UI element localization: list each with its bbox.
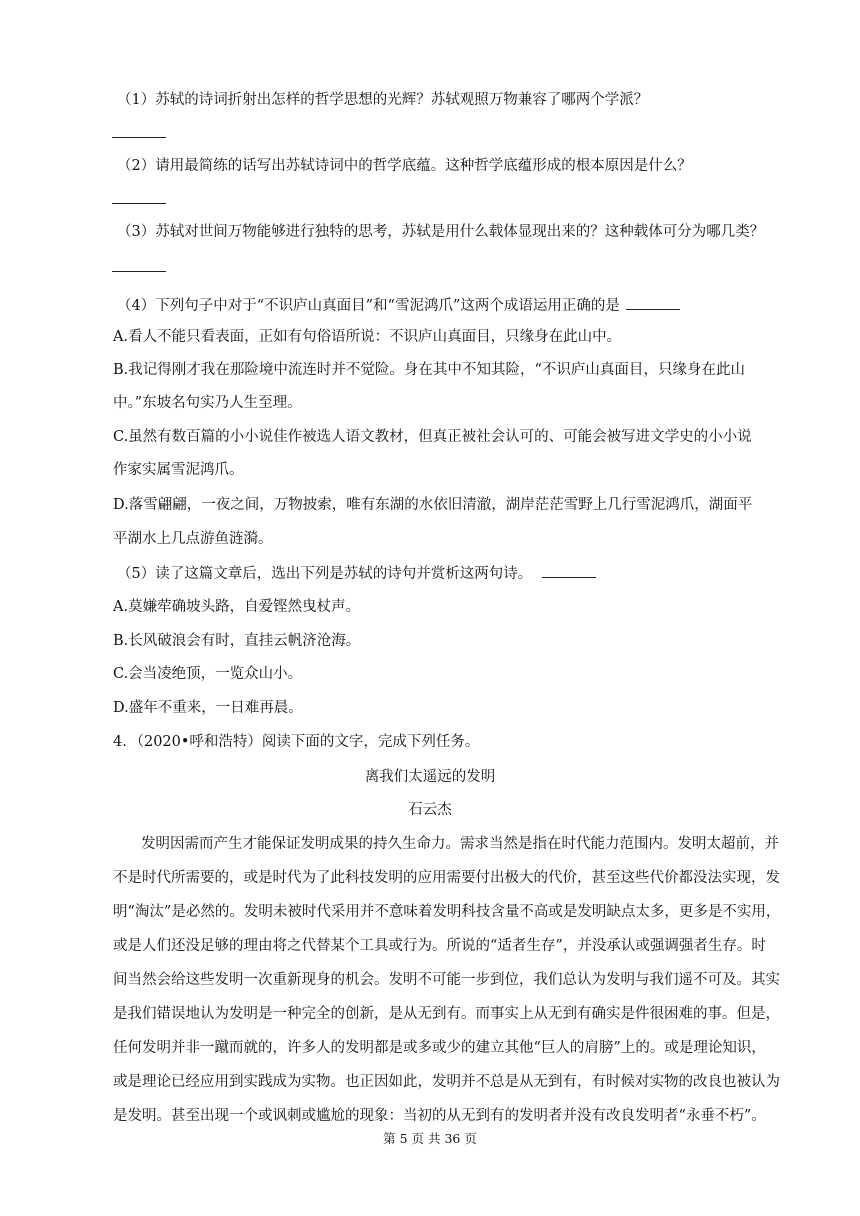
q5-option-c: C.会当凌绝顶，一览众山小。 bbox=[113, 666, 303, 682]
article-paragraph-line: 发明因需而产生才能保证发明成果的持久生命力。需求当然是指在时代能力范围内。发明太超前，并 bbox=[141, 836, 779, 852]
article-paragraph-line: 明“淘汰”是必然的。发明未被时代采用并不意味着发明科技含量不高或是发明缺点太多，更多是不实用， bbox=[113, 904, 781, 920]
article-author: 石云杰 bbox=[408, 802, 452, 818]
question-1: （1）苏轼的诗词折射出怎样的哲学思想的光辉？苏轼观照万物兼容了哪两个学派？ bbox=[117, 92, 649, 108]
q4-option-b-line2: 中。”东坡名句实乃人生至理。 bbox=[113, 395, 302, 411]
q4-option-b-line1: B.我记得刚才我在那险境中流连时并不觉险。身在其中不知其险，“不识庐山真面目，只缘身在此山 bbox=[113, 362, 745, 378]
article-title: 离我们太遥远的发明 bbox=[364, 769, 496, 785]
q5-option-d: D.盛年不重来，一日难再晨。 bbox=[113, 700, 303, 716]
q4-option-c-line1: C.虽然有数百篇的小小说佳作被选人语文教材，但真正被社会认可的、可能会被写进文学史的小小说 bbox=[113, 429, 752, 445]
question-5 bbox=[117, 563, 596, 584]
article-paragraph-line: 任何发明并非一蹴而就的，许多人的发明都是或多或少的建立其他“巨人的肩膀”上的。或是理论知识， bbox=[113, 1040, 766, 1056]
article-paragraph-line: 是发明。甚至出现一个或讽刺或尴尬的现象：当初的从无到有的发明者并没有改良发明者“永垂不朽”。 bbox=[113, 1108, 766, 1124]
q4-option-d-line2: 平湖水上几点游鱼涟漪。 bbox=[113, 531, 273, 547]
q4-option-a: A.看人不能只看表面，正如有句俗语所说：不识庐山真面目，只缘身在此山中。 bbox=[113, 329, 622, 345]
q5-option-a: A.莫嫌荦确坡头路，自爱铿然曳杖声。 bbox=[113, 599, 361, 615]
question-2: （2）请用最简练的话写出苏轼诗词中的哲学底蕴。这种哲学底蕴形成的根本原因是什么？ bbox=[117, 158, 692, 174]
question-4 bbox=[117, 295, 680, 316]
article-paragraph-line: 或是人们还没足够的理由将之代替某个工具或行为。所说的“适者生存”，并没承认或强调强者生存。时 bbox=[113, 938, 766, 954]
article-paragraph-line: 是我们错误地认为发明是一种完全的创新，是从无到有。而事实上从无到有确实是件很困难的事。但是， bbox=[113, 1006, 780, 1022]
q4-option-d-line1: D.落雪翩翩，一夜之间，万物披索，唯有东湖的水依旧清澈，湖岸茫茫雪野上几行雪泥鸿爪，湖面平 bbox=[113, 497, 753, 513]
section-4-heading: 4．（2020•呼和浩特）阅读下面的文字，完成下列任务。 bbox=[113, 734, 480, 750]
page-footer: 第 5 页 共 36 页 bbox=[383, 1131, 477, 1146]
question-5-text: （5）读了这篇文章后，选出下列是苏轼的诗句并赏析这两句诗。 bbox=[117, 566, 533, 582]
answer-blank-4[interactable] bbox=[626, 295, 680, 310]
q5-option-b: B.长风破浪会有时，直挂云帆济沧海。 bbox=[113, 633, 361, 649]
question-4-text: （4）下列句子中对于“不识庐山真面目”和“雪泥鸿爪”这两个成语运用正确的是 bbox=[117, 298, 620, 314]
q4-option-c-line2: 作家实属雪泥鸿爪。 bbox=[113, 462, 244, 478]
article-paragraph-line: 间当然会给这些发明一次重新现身的机会。发明不可能一步到位，我们总认为发明与我们遥不可及。其实 bbox=[113, 972, 780, 988]
answer-blank-3[interactable] bbox=[112, 271, 166, 272]
article-paragraph-line: 不是时代所需要的，或是时代为了此科技发明的应用需要付出极大的代价，甚至这些代价都没法实现，发 bbox=[113, 870, 780, 886]
article-paragraph-line: 或是理论已经应用到实践成为实物。也正因如此，发明并不总是从无到有，有时候对实物的改良也被认为 bbox=[113, 1074, 780, 1090]
answer-blank-5[interactable] bbox=[542, 563, 596, 578]
question-3: （3）苏轼对世间万物能够进行独特的思考，苏轼是用什么载体显现出来的？这种载体可分为哪几类？ bbox=[117, 224, 765, 240]
answer-blank-2[interactable] bbox=[112, 203, 166, 204]
answer-blank-1[interactable] bbox=[112, 137, 166, 138]
